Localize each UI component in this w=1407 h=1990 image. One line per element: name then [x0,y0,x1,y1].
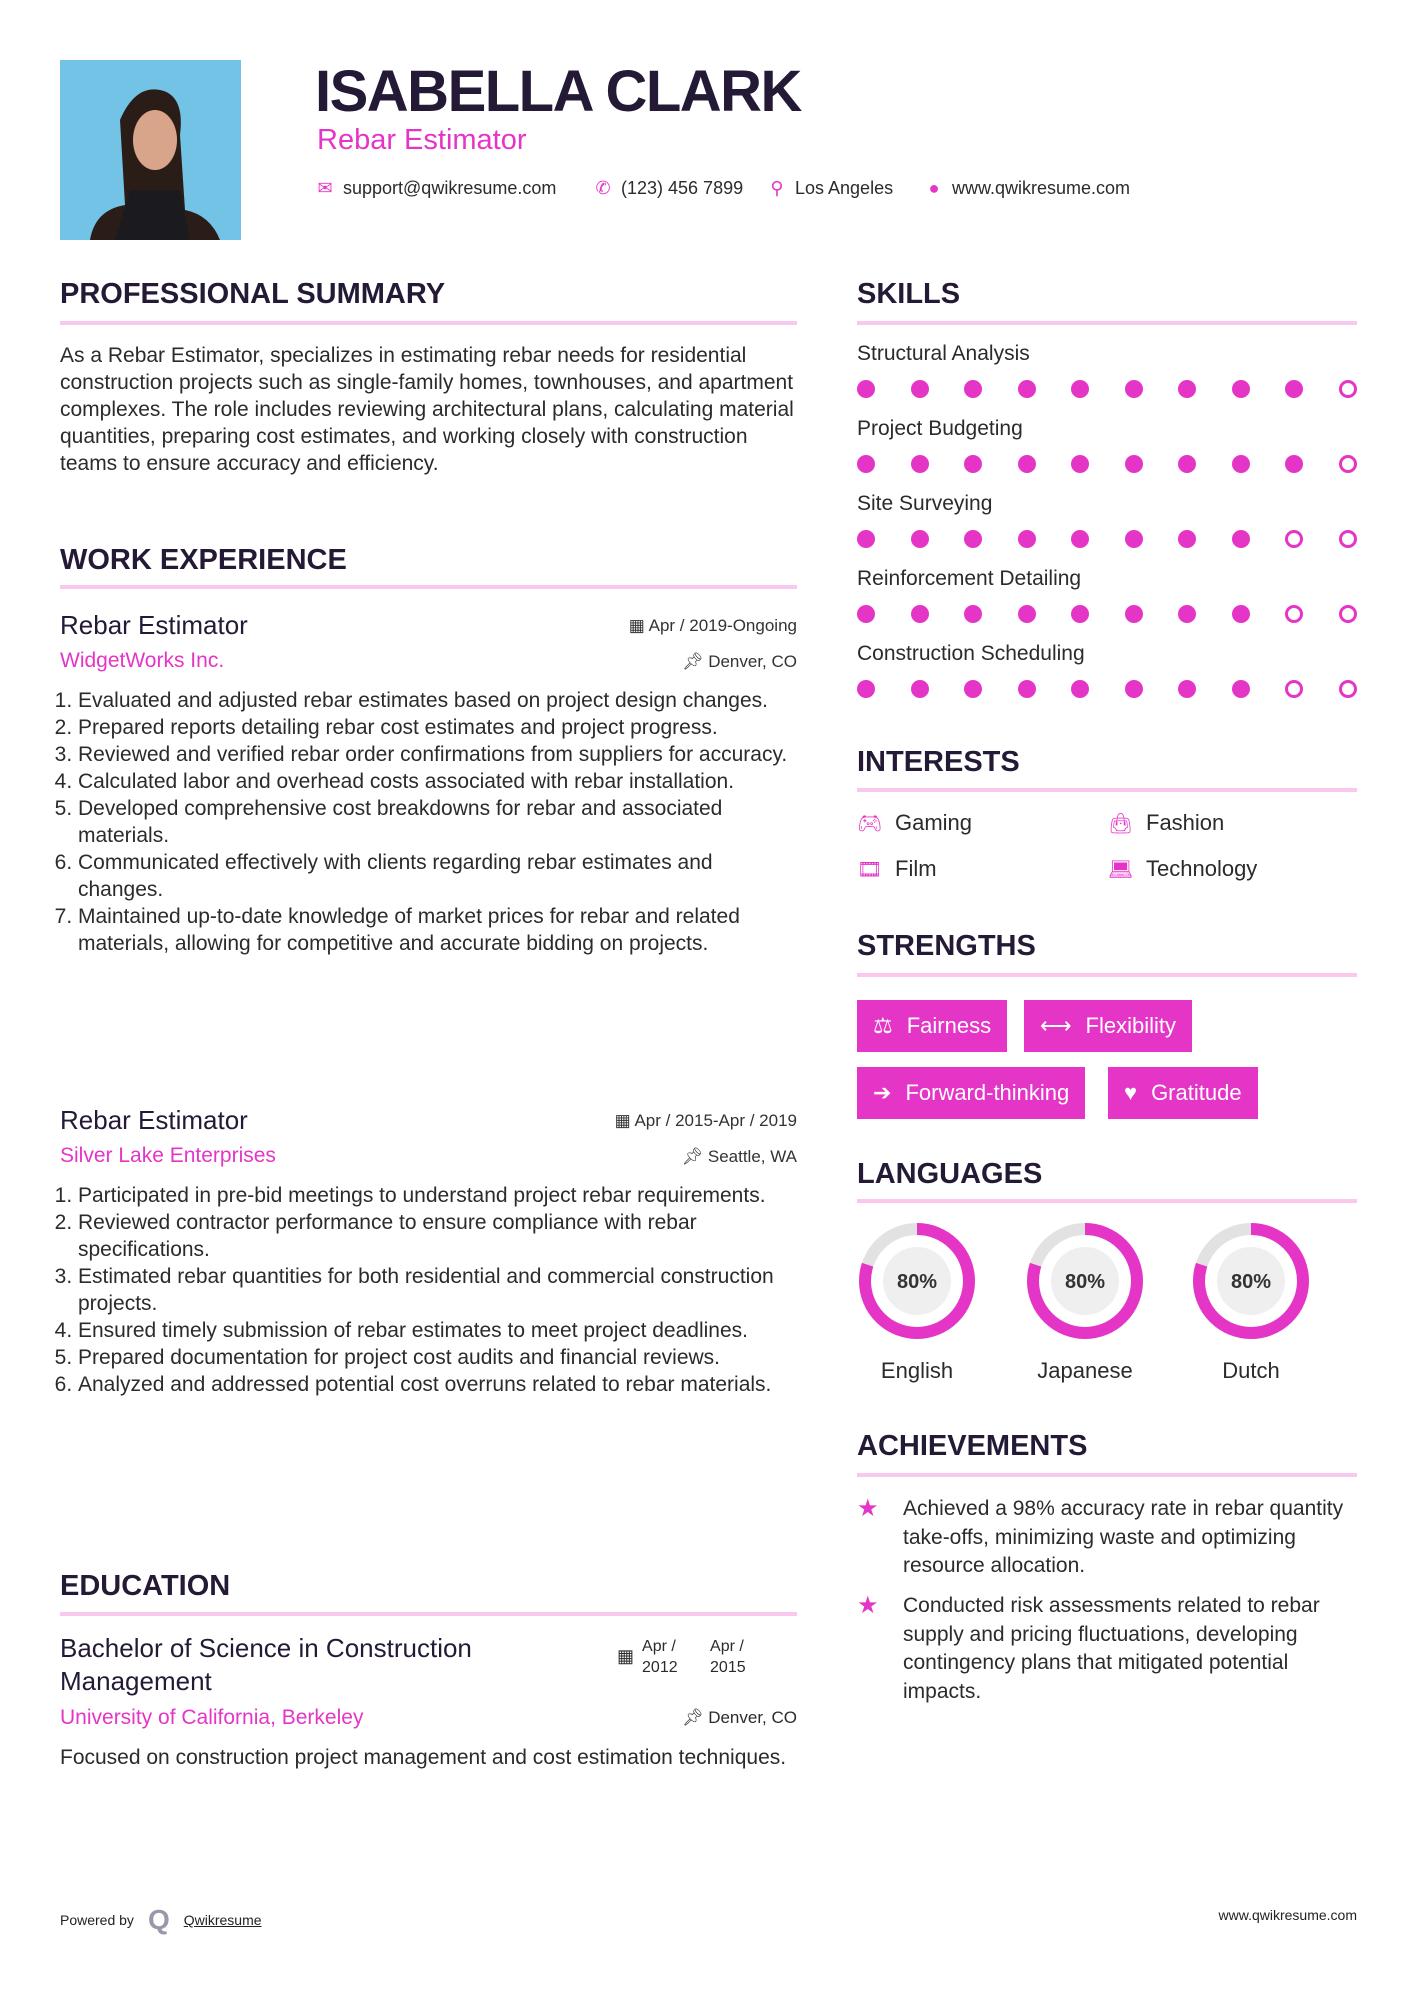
language-item [1189,1219,1313,1384]
strength-badge [1024,1000,1192,1052]
rating-dot-filled [1125,455,1143,473]
degree: Bachelor of Science in Construction Management [60,1633,472,1696]
strength-label: Flexibility [1085,1013,1177,1038]
rating-dot-filled [1071,530,1089,548]
edu-location-text: Denver, CO [708,1708,797,1727]
rating-dot-filled [1178,605,1196,623]
job-title: Rebar Estimator [60,610,248,640]
envelope-icon: ✉ [317,178,333,198]
arrow-right-icon: ➔ [873,1080,892,1105]
skill-item [857,567,1357,623]
rating-dot-filled [1071,605,1089,623]
shopping-bag-icon: 👜︎ [1108,812,1134,835]
language-percent: 80% [896,1271,938,1293]
rating-dot-filled [1232,455,1250,473]
language-name: English [880,1358,954,1383]
powered-by [60,1904,262,1936]
education-heading: EDUCATION [60,1570,231,1602]
rating-dot-empty [1339,605,1357,623]
bullet-item: 1. Evaluated and adjusted rebar estimates based on project design changes. [78,687,797,714]
summary-text: As a Rebar Estimator, specializes in estimating rebar needs for residential construction projects such as single-family homes, townhouses, and apartment complexes. The role includes reviewing architectural plans, calculating material quantities, preparing cost estimates, and working closely with construction teams to ensure accuracy and efficiency. [60,344,794,475]
experience-heading: WORK EXPERIENCE [60,544,347,576]
rating-dot-empty [1339,455,1357,473]
skill-item [857,492,1357,548]
balance-scale-icon: ⚖ [873,1013,893,1038]
rating-dot-empty [1285,530,1303,548]
language-ring [1189,1219,1313,1343]
strengths-heading: STRENGTHS [857,930,1036,962]
job-title: Rebar Estimator [60,1105,248,1135]
rating-dot-filled [1178,380,1196,398]
strength-badge [1108,1067,1258,1119]
job-location [682,652,797,672]
interest-item [857,856,937,882]
education-description: Focused on construction project management and cost estimation techniques. [60,1746,787,1769]
location-text: Los Angeles [795,178,894,198]
language-item [1023,1219,1147,1384]
rating-dot-filled [1125,680,1143,698]
divider [857,321,1357,325]
calendar-icon: ▦ [628,616,649,635]
education-dates [617,1636,760,1678]
rating-dot-filled [964,680,982,698]
bullet-item: 4. Ensured timely submission of rebar estimates to meet project deadlines. [78,1317,797,1344]
job-location-text: Seattle, WA [707,1147,797,1166]
achievement-item [857,1495,1357,1581]
globe-icon: ● [928,178,940,198]
rating-dot-filled [911,680,929,698]
rating-dot-filled [857,455,875,473]
website-text: www.qwikresume.com [952,178,1131,198]
language-name: Japanese [1037,1358,1133,1383]
school: University of California, Berkeley [60,1706,364,1729]
bullet-item: 5. Prepared documentation for project cost audits and financial reviews. [78,1344,797,1371]
skill-rating [857,380,1357,398]
language-ring [855,1219,979,1343]
pushpin-icon: 📌︎ [681,652,709,671]
interest-label: Gaming [895,810,973,835]
company-name: WidgetWorks Inc. [60,649,225,672]
skill-item [857,342,1357,398]
rating-dot-empty [1285,605,1303,623]
rating-dot-empty [1339,530,1357,548]
job-bullets [60,1182,797,1398]
interest-item [1108,810,1224,836]
rating-dot-filled [1018,680,1036,698]
rating-dot-filled [964,530,982,548]
bullet-item: 6. Communicated effectively with clients regarding rebar estimates and changes. [78,849,797,903]
rating-dot-filled [1018,380,1036,398]
map-pin-icon: ⚲ [770,178,784,198]
achievements-heading: ACHIEVEMENTS [857,1430,1088,1462]
pushpin-icon: 📌︎ [681,1708,709,1727]
language-percent: 80% [1230,1271,1272,1293]
strength-badge [857,1000,1007,1052]
divider [60,1612,797,1616]
skill-rating [857,455,1357,473]
skill-item [857,417,1357,473]
rating-dot-empty [1339,380,1357,398]
calendar-icon: ▦ [617,1646,635,1666]
phone-text: (123) 456 7899 [621,178,744,198]
strength-label: Fairness [906,1013,992,1038]
rating-dot-filled [1125,605,1143,623]
divider [857,788,1357,792]
profile-photo [60,60,241,240]
interests-heading: INTERESTS [857,746,1020,778]
job-location [682,1147,797,1167]
bullet-item: 4. Calculated labor and overhead costs associated with rebar installation. [78,768,797,795]
rating-dot-filled [964,380,982,398]
bullet-item: 1. Participated in pre-bid meetings to understand project rebar requirements. [78,1182,797,1209]
edu-start: Apr / 2012 [642,1638,678,1676]
divider [857,1199,1357,1203]
rating-dot-filled [1232,605,1250,623]
contact-phone[interactable] [593,178,743,199]
contact-email[interactable] [315,178,556,199]
skill-rating [857,605,1357,623]
education-location [677,1708,797,1728]
rating-dot-filled [1285,380,1303,398]
bullet-item: 7. Maintained up-to-date knowledge of market prices for rebar and related materials, allowing for competitive and accurate bidding on projects. [78,903,797,957]
rating-dot-filled [911,605,929,623]
rating-dot-filled [1071,455,1089,473]
languages-heading: LANGUAGES [857,1158,1043,1190]
interest-item [1108,856,1257,882]
rating-dot-filled [1018,455,1036,473]
achievement-text: Achieved a 98% accuracy rate in rebar quantity take-offs, minimizing waste and optimizing resource allocation. [903,1497,1344,1577]
company-name: Silver Lake Enterprises [60,1144,276,1167]
film-icon: 🎞︎ [857,858,883,881]
bullet-item: 2. Prepared reports detailing rebar cost estimates and project progress. [78,714,797,741]
rating-dot-filled [1071,380,1089,398]
strength-label: Gratitude [1151,1080,1242,1105]
language-percent: 80% [1064,1271,1106,1293]
skill-name: Project Budgeting [857,417,1023,440]
skills-heading: SKILLS [857,278,961,310]
job-location-text: Denver, CO [708,652,797,671]
job-entry [60,1105,797,1398]
rating-dot-empty [1285,680,1303,698]
rating-dot-filled [1018,530,1036,548]
achievement-item [857,1592,1357,1706]
achievement-text: Conducted risk assessments related to rebar supply and pricing fluctuations, developing contingency plans that mitigated potential impacts. [903,1594,1320,1703]
rating-dot-filled [857,380,875,398]
rating-dot-filled [964,455,982,473]
bullet-item: 3. Estimated rebar quantities for both residential and commercial construction projects. [78,1263,797,1317]
interest-label: Fashion [1146,810,1225,835]
skill-rating [857,680,1357,698]
language-name: Dutch [1222,1358,1280,1383]
footer-website[interactable]: www.qwikresume.com [1218,1907,1357,1923]
interest-item [857,810,972,836]
strength-badge [857,1067,1085,1119]
candidate-name: ISABELLA CLARK [315,59,801,124]
rating-dot-filled [1125,380,1143,398]
rating-dot-filled [1125,530,1143,548]
laptop-icon: 💻︎ [1108,858,1134,881]
language-item [855,1219,979,1384]
rating-dot-filled [964,605,982,623]
rating-dot-filled [1018,605,1036,623]
summary-heading: PROFESSIONAL SUMMARY [60,278,446,310]
rating-dot-filled [911,455,929,473]
skill-item [857,642,1357,698]
arrows-horizontal-icon: ⟷ [1040,1013,1072,1038]
rating-dot-filled [1232,680,1250,698]
rating-dot-filled [1232,380,1250,398]
rating-dot-filled [1285,455,1303,473]
strength-label: Forward-thinking [905,1080,1070,1105]
skill-name: Construction Scheduling [857,642,1085,665]
calendar-icon: ▦ [614,1111,635,1130]
divider [60,585,797,589]
job-dates-text: Apr / 2019-Ongoing [648,616,797,635]
candidate-title: Rebar Estimator [317,124,527,156]
rating-dot-filled [1178,530,1196,548]
star-icon: ★ [857,1592,879,1619]
star-icon: ★ [857,1495,879,1522]
rating-dot-filled [857,605,875,623]
heart-icon: ♥ [1124,1080,1138,1105]
job-bullets [60,687,797,957]
rating-dot-filled [857,530,875,548]
brand-link[interactable]: Qwikresume [183,1912,262,1928]
edu-end: Apr / 2015 [710,1638,746,1676]
skill-name: Reinforcement Detailing [857,567,1082,590]
email-text: support@qwikresume.com [343,178,557,198]
skill-rating [857,530,1357,548]
rating-dot-filled [911,380,929,398]
qwikresume-logo-icon: Q [147,1904,170,1935]
phone-icon: ✆ [595,178,611,198]
powered-by-text: Powered by [60,1912,134,1928]
rating-dot-filled [1071,680,1089,698]
language-ring [1023,1219,1147,1343]
job-dates-text: Apr / 2015-Apr / 2019 [634,1111,797,1130]
rating-dot-filled [1178,680,1196,698]
skill-name: Structural Analysis [857,342,1030,365]
contact-website[interactable] [924,178,1130,199]
rating-dot-filled [911,530,929,548]
bullet-item: 2. Reviewed contractor performance to ensure compliance with rebar specifications. [78,1209,797,1263]
rating-dot-empty [1339,680,1357,698]
job-dates [629,616,797,636]
contact-location [767,178,893,199]
job-dates [615,1111,797,1131]
rating-dot-filled [1178,455,1196,473]
divider [857,1473,1357,1477]
bullet-item: 3. Reviewed and verified rebar order confirmations from suppliers for accuracy. [78,741,797,768]
rating-dot-filled [1232,530,1250,548]
divider [60,321,797,325]
pushpin-icon: 📌︎ [681,1147,708,1166]
divider [857,973,1357,977]
gamepad-icon: 🎮︎ [857,812,883,835]
bullet-item: 5. Developed comprehensive cost breakdowns for rebar and associated materials. [78,795,797,849]
interest-label: Film [895,856,937,881]
interest-label: Technology [1146,856,1258,881]
bullet-item: 6. Analyzed and addressed potential cost overruns related to rebar materials. [78,1371,797,1398]
job-entry [60,610,797,957]
skill-name: Site Surveying [857,492,993,515]
rating-dot-filled [857,680,875,698]
